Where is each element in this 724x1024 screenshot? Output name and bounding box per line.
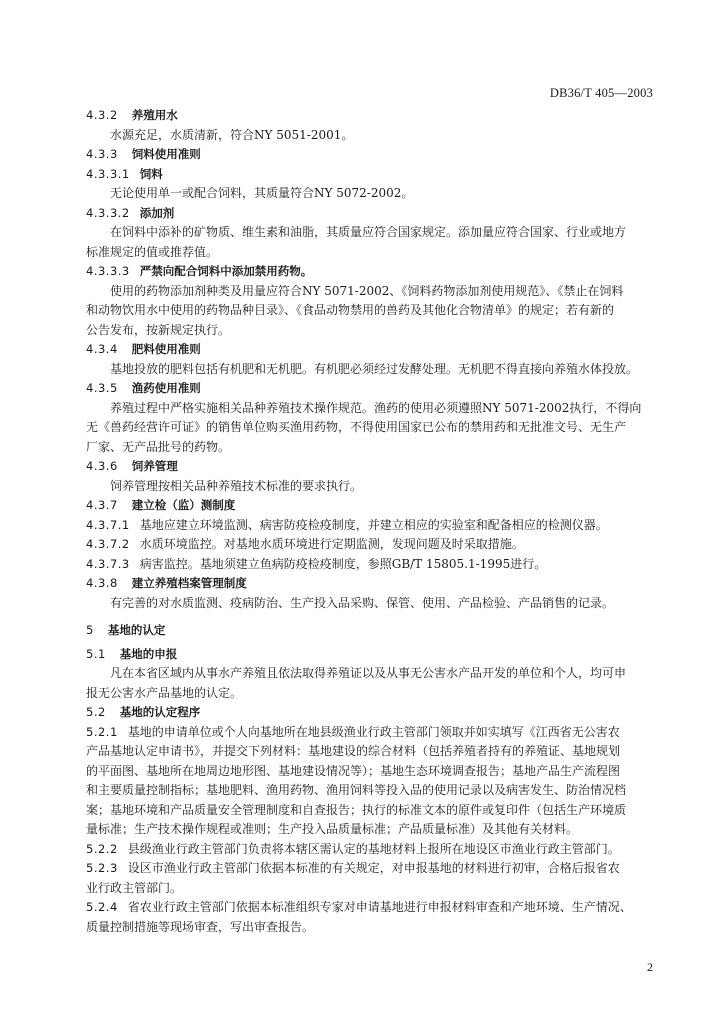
clause-5-2-4-line-2: 质量控制措施等现场审查，写出审查报告。 — [86, 919, 315, 934]
paragraph-4-3-5-line-3: 厂家、无产品批号的药物。 — [86, 439, 231, 454]
clause-5-2-1-line-6: 量标准；生产技术操作规程或准则；生产投入品质量标准；产品质量标准）及其他有关材料。 — [86, 822, 579, 836]
clause-5-2-1-line-5: 案；基地环境和产品质量安全管理制度和自查报告；执行的标准文本的原件或复印件（包括生产环境质 — [86, 802, 627, 817]
clause-4-3-7-2: 4.3.7.2 水质环境监控。对基地水质环境进行定期监测，发现问题及时采取措施。 — [86, 537, 524, 551]
clause-4-3-7-1: 4.3.7.1 基地应建立环境监测、病害防疫检疫制度，并建立相应的实验室和配备相应的检测仪器。 — [86, 517, 608, 532]
clause-5-2-1-line-3: 的平面图、基地所在地周边地形图、基地建设情况等）；基地生态环境调查报告；基地产品生产流程图 — [86, 763, 621, 778]
heading-4-3-2: 4.3.2 养殖用水 — [86, 108, 178, 122]
paragraph-4-3-5-line-2: 无《兽药经营许可证》的销售单位购买渔用药物，不得使用国家已公布的禁用药和无批准文号、无生产 — [86, 420, 627, 434]
heading-5-1: 5.1 基地的申报 — [86, 646, 178, 661]
clause-4-3-7-3: 4.3.7.3 病害监控。基地须建立鱼病防疫检疫制度，参照GB/T 15805.1-1995进行。 — [86, 556, 547, 571]
paragraph-4-3-6: 饲养管理按相关品种养殖技术标准的要求执行。 — [110, 478, 363, 493]
clause-5-2-2: 5.2.2 县级渔业行政主管部门负责将本辖区需认定的基地材料上报所在地设区市渔业行政主管部门。 — [86, 841, 620, 856]
clause-5-2-1-line-1: 5.2.1 基地的申请单位或个人向基地所在地县级渔业行政主管部门领取并如实填写《江西省无公害农 — [86, 724, 620, 739]
document-body — [86, 106, 658, 937]
paragraph-4-3-3-2-line-1: 在饲料中添补的矿物质、维生素和油脂，其质量应符合国家规定。添加量应符合国家、行业或地方 — [110, 225, 627, 239]
paragraph-4-3-3-2-line-2: 标准规定的值或推荐值。 — [86, 244, 219, 259]
page-number: 2 — [647, 960, 653, 974]
paragraph-4-3-5-line-1: 养殖过程中严格实施相关品种养殖技术操作规范。渔药的使用必须遵照NY 5071-2002执行，不得向 — [110, 400, 642, 415]
clause-5-2-3-line-1: 5.2.3 设区市渔业行政主管部门依据本标准的有关规定，对申报基地的材料进行初审，合格后报省农 — [86, 861, 620, 875]
heading-5-2: 5.2 基地的认定程序 — [86, 705, 201, 719]
paragraph-4-3-8: 有完善的对水质监测、疫病防治、生产投入品采购、保管、使用、产品检验、产品销售的记录。 — [110, 595, 615, 610]
paragraph-5-1-line-2: 报无公害水产品基地的认定。 — [86, 685, 243, 700]
heading-4-3-8: 4.3.8 建立养殖档案管理制度 — [86, 576, 247, 590]
heading-4-3-3: 4.3.3 饲料使用准则 — [86, 147, 201, 161]
heading-4-3-3-3: 4.3.3.3 严禁向配合饲料中添加禁用药物。 — [86, 264, 313, 278]
paragraph-4-3-3-3-line-1: 使用的药物添加剂种类及用量应符合NY 5071-2002、《饲料药物添加剂使用规范》、《禁止在饲料 — [110, 283, 624, 298]
paragraph-4-3-4: 基地投放的肥料包括有机肥和无机肥。有机肥必须经过发酵处理。无机肥不得直接向养殖水体投放。 — [110, 361, 639, 376]
paragraph-4-3-3-3-line-2: 和动物饮用水中使用的药物品种目录》、《食品动物禁用的兽药及其他化合物清单》的规定；若有新的 — [86, 303, 615, 317]
heading-4-3-4: 4.3.4 肥料使用准则 — [86, 342, 201, 356]
heading-4-3-6: 4.3.6 饲养管理 — [86, 459, 178, 473]
paragraph-4-3-2: 水源充足，水质清新，符合NY 5051-2001。 — [110, 127, 354, 142]
clause-5-2-1-line-4: 和主要质量控制指标；基地肥料、渔用药物、渔用饲料等投入品的使用记录以及病害发生、防治情况档 — [86, 783, 627, 797]
paragraph-5-1-line-1: 凡在本省区域内从事水产养殖且依法取得养殖证以及从事无公害水产品开发的单位和个人，均可申 — [110, 666, 627, 680]
heading-4-3-3-1: 4.3.3.1 饲料 — [86, 166, 163, 181]
heading-4-3-5: 4.3.5 渔药使用准则 — [86, 381, 201, 395]
document-code: DB36/T 405—2003 — [549, 86, 653, 100]
heading-4-3-7: 4.3.7 建立检（监）测制度 — [86, 498, 236, 512]
clause-5-2-3-line-2: 业行政主管部门。 — [86, 880, 183, 895]
clause-5-2-4-line-1: 5.2.4 省农业行政主管部门依据本标准组织专家对申请基地进行申报材料审查和产地环境、生产情况、 — [86, 900, 632, 914]
paragraph-4-3-3-3-line-3: 公告发布，按新规定执行。 — [86, 322, 231, 337]
heading-4-3-3-2: 4.3.3.2 添加剂 — [86, 205, 175, 220]
clause-5-2-1-line-2: 产品基地认定申请书》，并提交下列材料：基地建设的综合材料（包括养殖者持有的养殖证、基地规划 — [86, 744, 621, 758]
heading-5: 5 基地的认定 — [86, 623, 166, 637]
paragraph-4-3-3-1: 无论使用单一或配合饲料，其质量符合NY 5072-2002。 — [110, 186, 414, 200]
